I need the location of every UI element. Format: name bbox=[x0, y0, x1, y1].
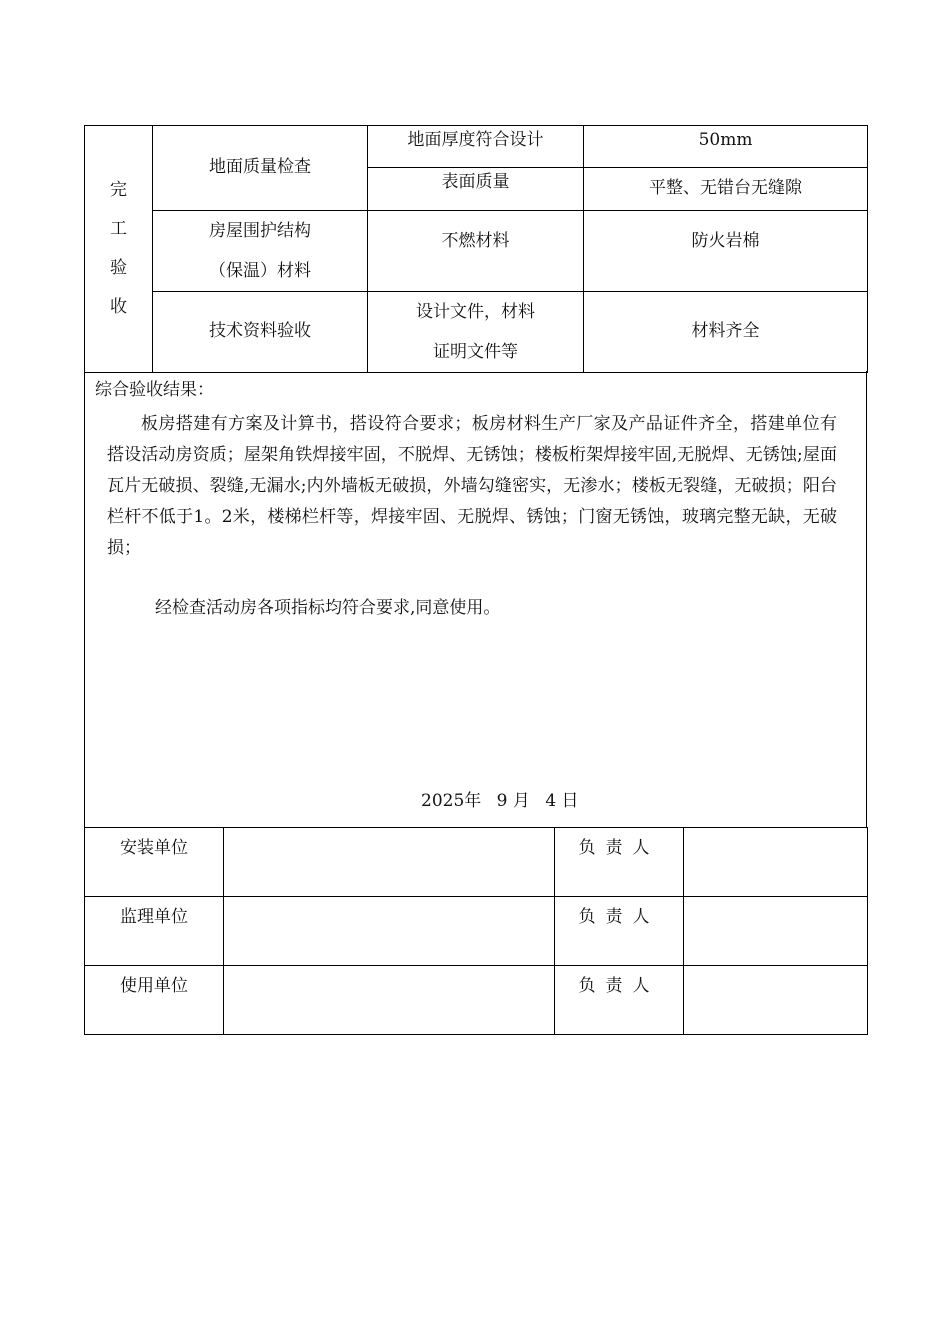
signature-row bbox=[85, 897, 868, 966]
person-label: 负责人 bbox=[555, 828, 684, 897]
unit-value bbox=[224, 897, 555, 966]
result-title: 综合验收结果： bbox=[95, 380, 214, 400]
envelope-material-item: 不燃材料 bbox=[368, 211, 584, 292]
acceptance-table bbox=[84, 125, 868, 373]
person-label: 负责人 bbox=[555, 966, 684, 1035]
unit-value bbox=[224, 966, 555, 1035]
envelope-material-label: 房屋围护结构 （保温）材料 bbox=[153, 211, 368, 292]
result-date bbox=[421, 786, 589, 811]
surface-quality-result: 平整、无错台无缝隙 bbox=[584, 168, 868, 211]
person-label: 负责人 bbox=[555, 897, 684, 966]
floor-thickness-result: 50mm bbox=[584, 126, 868, 168]
envelope-material-result: 防火岩棉 bbox=[584, 211, 868, 292]
surface-quality-item: 表面质量 bbox=[368, 168, 584, 211]
unit-label: 安装单位 bbox=[85, 828, 224, 897]
technical-docs-result: 材料齐全 bbox=[584, 292, 868, 373]
signature-table bbox=[84, 827, 868, 1035]
technical-docs-label: 技术资料验收 bbox=[153, 292, 368, 373]
unit-label: 使用单位 bbox=[85, 966, 224, 1035]
person-value bbox=[684, 828, 868, 897]
date-day: 4 日 bbox=[545, 791, 579, 811]
date-year: 2025年 bbox=[421, 791, 482, 811]
result-paragraph: 板房搭建有方案及计算书，搭设符合要求；板房材料生产厂家及产品证件齐全，搭建单位有搭设活动房资质；屋架角铁焊接牢固，不脱焊、无锈蚀；楼板桁架焊接牢固,无脱焊、无锈蚀;屋面瓦片无破损、裂缝,无漏水;内外墙板无破损，外墙勾缝密实，无渗水；楼板无裂缝，无破损；阳台栏杆不低于1。2米，楼梯栏杆等，焊接牢固、无脱焊、锈蚀；门窗无锈蚀，玻璃完整无缺，无破损； bbox=[107, 414, 837, 558]
unit-value bbox=[224, 828, 555, 897]
signature-row bbox=[85, 828, 868, 897]
person-value bbox=[684, 897, 868, 966]
floor-thickness-item: 地面厚度符合设计 bbox=[368, 126, 584, 168]
unit-label: 监理单位 bbox=[85, 897, 224, 966]
completion-acceptance-label: 完 工 验 收 bbox=[85, 126, 153, 373]
person-value bbox=[684, 966, 868, 1035]
signature-row bbox=[85, 966, 868, 1035]
date-month: 9 月 bbox=[496, 791, 530, 811]
technical-docs-item: 设计文件，材料 证明文件等 bbox=[368, 292, 584, 373]
overall-result-section bbox=[84, 371, 867, 827]
result-conclusion: 经检查活动房各项指标均符合要求,同意使用。 bbox=[155, 598, 501, 618]
floor-quality-label: 地面质量检查 bbox=[153, 126, 368, 211]
